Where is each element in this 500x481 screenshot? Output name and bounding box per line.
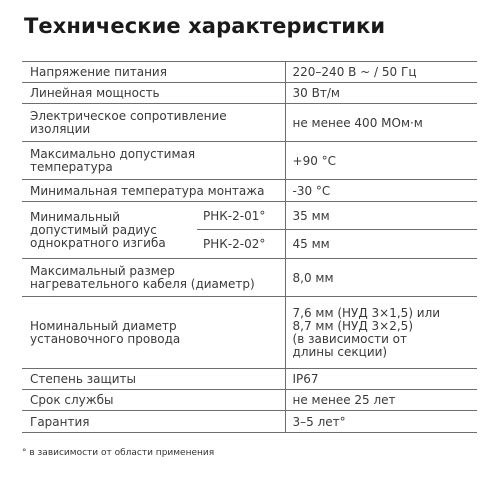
- table-row: [22, 62, 477, 83]
- row-label: [22, 202, 197, 259]
- row-value: не менее 400 МОм·м: [285, 104, 477, 142]
- row-label: [22, 259, 285, 297]
- row-label: Срок службы: [22, 390, 285, 411]
- row-value: 30 Вт/м: [285, 83, 477, 104]
- row-label: Гарантия: [22, 411, 285, 433]
- row-label-line: Минимальный: [30, 209, 121, 224]
- row-value-line: длины секции): [292, 344, 388, 359]
- row-value: 220–240 В ~ / 50 Гц: [285, 62, 477, 83]
- table-row: [22, 180, 477, 202]
- footnote: ° в зависимости от области применения: [22, 448, 215, 458]
- model-label: РНК-2-01°: [197, 202, 285, 230]
- table-row: [22, 104, 477, 142]
- table-row: [22, 202, 477, 230]
- row-label-line: Номинальный диаметр: [30, 318, 177, 333]
- row-label-line: установочного провода: [30, 331, 181, 346]
- table-row: [22, 297, 477, 369]
- row-value: [285, 297, 477, 369]
- row-label: Степень защиты: [22, 369, 285, 390]
- table-row: [22, 83, 477, 104]
- row-value-line: (в зависимости от: [292, 331, 408, 346]
- row-value: 8,0 мм: [285, 259, 477, 297]
- spec-table: [22, 61, 477, 433]
- row-label: [22, 104, 285, 142]
- row-label-line: Максимально допустимая: [30, 146, 196, 161]
- row-label: [22, 297, 285, 369]
- row-label-line: допустимый радиус: [30, 222, 157, 237]
- row-value: +90 °C: [285, 142, 477, 180]
- row-value: IP67: [285, 369, 477, 390]
- row-label-line: Электрическое сопротивление: [30, 108, 227, 123]
- row-value: 35 мм: [285, 202, 477, 230]
- table-row: [22, 259, 477, 297]
- row-label-line: изоляции: [30, 121, 91, 136]
- table-row: [22, 411, 477, 433]
- row-label: Линейная мощность: [22, 83, 285, 104]
- row-value-line: 7,6 мм (НУД 3×1,5) или: [292, 305, 441, 320]
- row-label: Напряжение питания: [22, 62, 285, 83]
- row-label-line: Максимальный размер: [30, 263, 175, 278]
- table-row: [22, 369, 477, 390]
- row-label-line: нагревательного кабеля (диаметр): [30, 276, 255, 291]
- row-value-line: 8,7 мм (НУД 3×2,5): [292, 318, 413, 333]
- row-label: [22, 142, 285, 180]
- page-title: Технические характеристики: [24, 14, 386, 38]
- row-value: 45 мм: [285, 230, 477, 259]
- row-value: -30 °C: [285, 180, 477, 202]
- table-row: [22, 390, 477, 411]
- row-label-line: температура: [30, 159, 113, 174]
- table-row: [22, 142, 477, 180]
- row-value: не менее 25 лет: [285, 390, 477, 411]
- row-label-line: однократного изгиба: [30, 235, 166, 250]
- row-value: 3–5 лет°: [285, 411, 477, 433]
- row-label: Минимальная температура монтажа: [22, 180, 285, 202]
- model-label: РНК-2-02°: [197, 230, 285, 259]
